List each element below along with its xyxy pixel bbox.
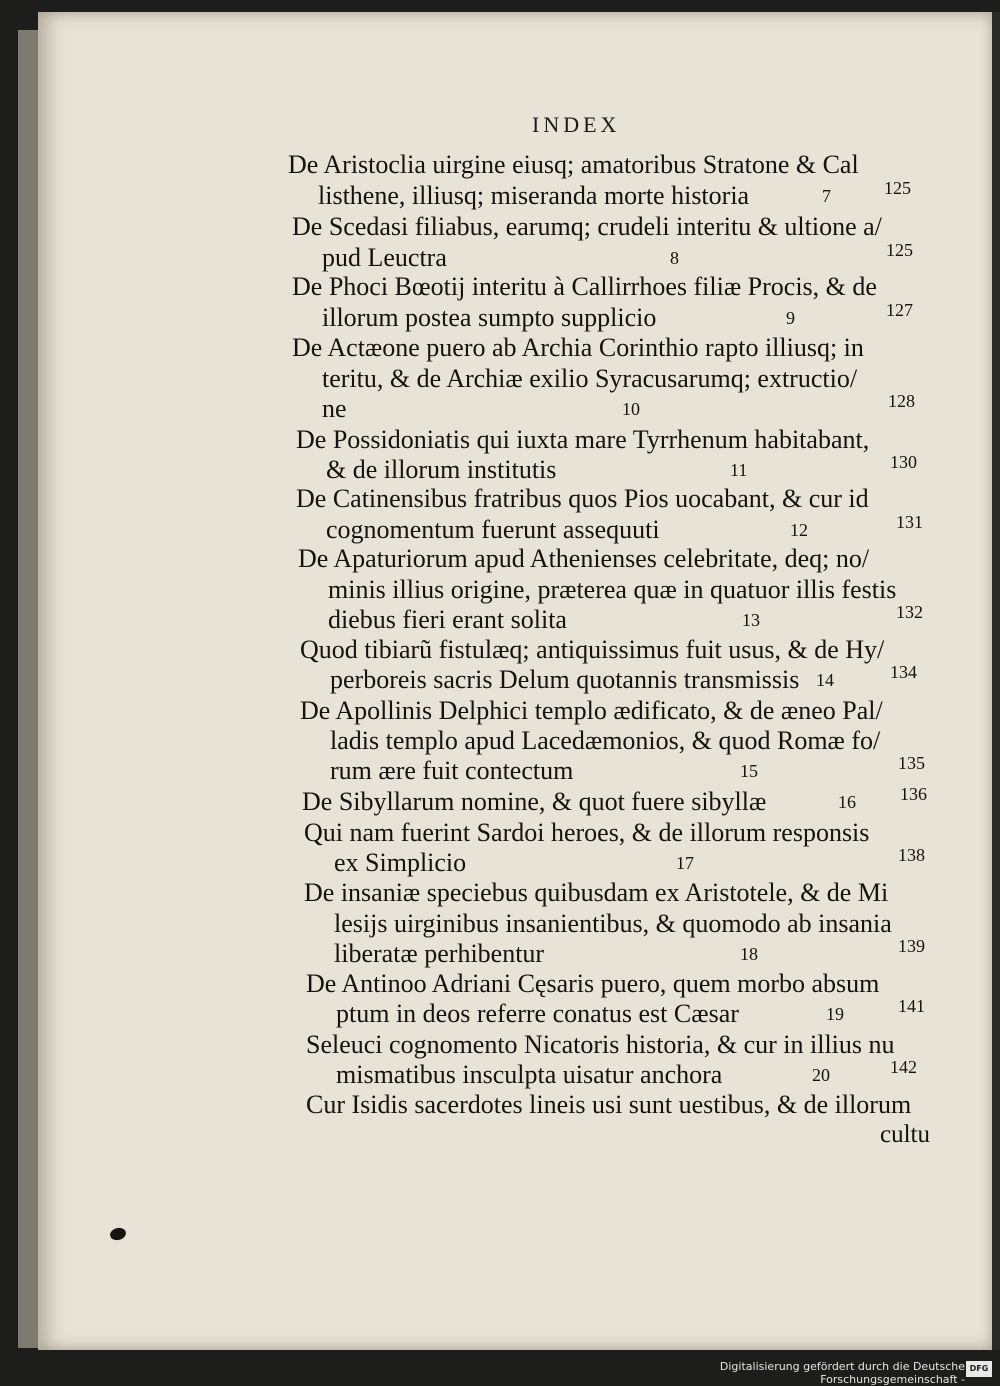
index-entry-title: Qui nam fuerint Sardoi heroes, & de illorum responsis [304, 818, 870, 847]
chapter-number: 16 [838, 792, 856, 812]
index-entry-continuation: diebus fieri erant solita [328, 605, 567, 634]
page-header: INDEX [532, 112, 621, 137]
footer-credit: Digitalisierung gefördert durch die Deutsche Forschungsgemeinschaft - [719, 1360, 965, 1386]
chapter-number: 14 [816, 670, 834, 690]
page-number: 127 [886, 300, 913, 320]
page-number: 125 [884, 178, 911, 198]
index-entry-continuation: pud Leuctra [322, 243, 447, 272]
page-number: 131 [896, 512, 923, 532]
index-entry-title: De Possidoniatis qui iuxta mare Tyrrhenum habitabant, [296, 425, 870, 454]
chapter-number: 11 [730, 460, 748, 480]
index-entry-continuation: ne [322, 394, 347, 423]
index-entry-title: De Antinoo Adriani Cęsaris puero, quem morbo absum [306, 969, 880, 998]
index-entry-continuation: cultu [880, 1121, 930, 1148]
index-entry-continuation: cognomentum fuerunt assequuti [326, 515, 660, 544]
chapter-number: 19 [826, 1004, 844, 1024]
page-number: 130 [890, 452, 917, 472]
chapter-number: 9 [786, 308, 795, 328]
index-entry-continuation: lesijs uirginibus insanientibus, & quomodo ab insania [334, 909, 892, 938]
chapter-number: 10 [622, 399, 640, 419]
index-entry-continuation: mismatibus insculpta uisatur anchora [336, 1060, 723, 1089]
index-entry-title: De Apaturiorum apud Athenienses celebritate, deq; no/ [298, 544, 870, 573]
index-entry-title: De Apollinis Delphici templo ædificato, & de æneo Pal/ [300, 696, 883, 725]
index-entry-title: De Sibyllarum nomine, & quot fuere sibyllæ [302, 787, 767, 816]
page-number: 134 [890, 662, 917, 682]
index-entry-continuation: liberatæ perhibentur [334, 939, 545, 968]
index-entry-title: Quod tibiarũ fistulæq; antiquissimus fuit usus, & de Hy/ [300, 635, 885, 664]
page-number: 136 [900, 784, 927, 804]
page-number: 139 [898, 936, 925, 956]
page-number: 128 [888, 391, 915, 411]
page-number: 142 [890, 1057, 917, 1077]
index-entry-continuation: illorum postea sumpto supplicio [322, 303, 657, 332]
index-entry-continuation: perboreis sacris Delum quotannis transmissis [330, 665, 800, 694]
index-entry-title: De Phoci Bœotij interitu à Callirrhoes filiæ Procis, & de [292, 272, 877, 301]
page-number: 135 [898, 753, 925, 773]
index-entry-title: De Scedasi filiabus, earumq; crudeli interitu & ultione a/ [292, 212, 882, 241]
chapter-number: 8 [670, 248, 679, 268]
index-entry-continuation: teritu, & de Archiæ exilio Syracusarumq; extructio/ [322, 364, 858, 393]
index-entry-title: De Aristoclia uirgine eiusq; amatoribus Stratone & Cal [288, 150, 859, 179]
dfg-logo-icon: DFG [966, 1361, 992, 1377]
chapter-number: 7 [822, 186, 831, 206]
page-number: 141 [898, 996, 925, 1016]
index-entry-continuation: ex Simplicio [334, 848, 467, 877]
index-entry-title: Cur Isidis sacerdotes lineis usi sunt uestibus, & de illorum [306, 1090, 912, 1119]
index-entry-title: De insaniæ speciebus quibusdam ex Aristotele, & de Mi [304, 878, 889, 907]
chapter-number: 20 [812, 1065, 830, 1085]
index-entry-continuation: & de illorum institutis [326, 455, 557, 484]
index-entry-continuation: ptum in deos referre conatus est Cæsar [336, 999, 739, 1028]
chapter-number: 12 [790, 520, 808, 540]
index-entry-continuation: listhene, illiusq; miseranda morte historia [318, 181, 750, 210]
page-number: 125 [886, 240, 913, 260]
chapter-number: 13 [742, 610, 760, 630]
index-entry-continuation: minis illius origine, præterea quæ in quatuor illis festis [328, 575, 897, 604]
page-number: 138 [898, 845, 925, 865]
index-entry-title: Seleuci cognomento Nicatoris historia, & cur in illius nu [306, 1030, 895, 1059]
index-entry-continuation: rum ære fuit contectum [330, 756, 574, 785]
chapter-number: 18 [740, 944, 758, 964]
index-entry-title: De Actæone puero ab Archia Corinthio rapto illiusq; in [292, 333, 864, 362]
page-number: 132 [896, 602, 923, 622]
chapter-number: 15 [740, 761, 758, 781]
chapter-number: 17 [676, 853, 694, 873]
index-entry-title: De Catinensibus fratribus quos Pios uocabant, & cur id [296, 484, 869, 513]
index-entry-continuation: ladis templo apud Lacedæmonios, & quod Romæ fo/ [330, 726, 881, 755]
